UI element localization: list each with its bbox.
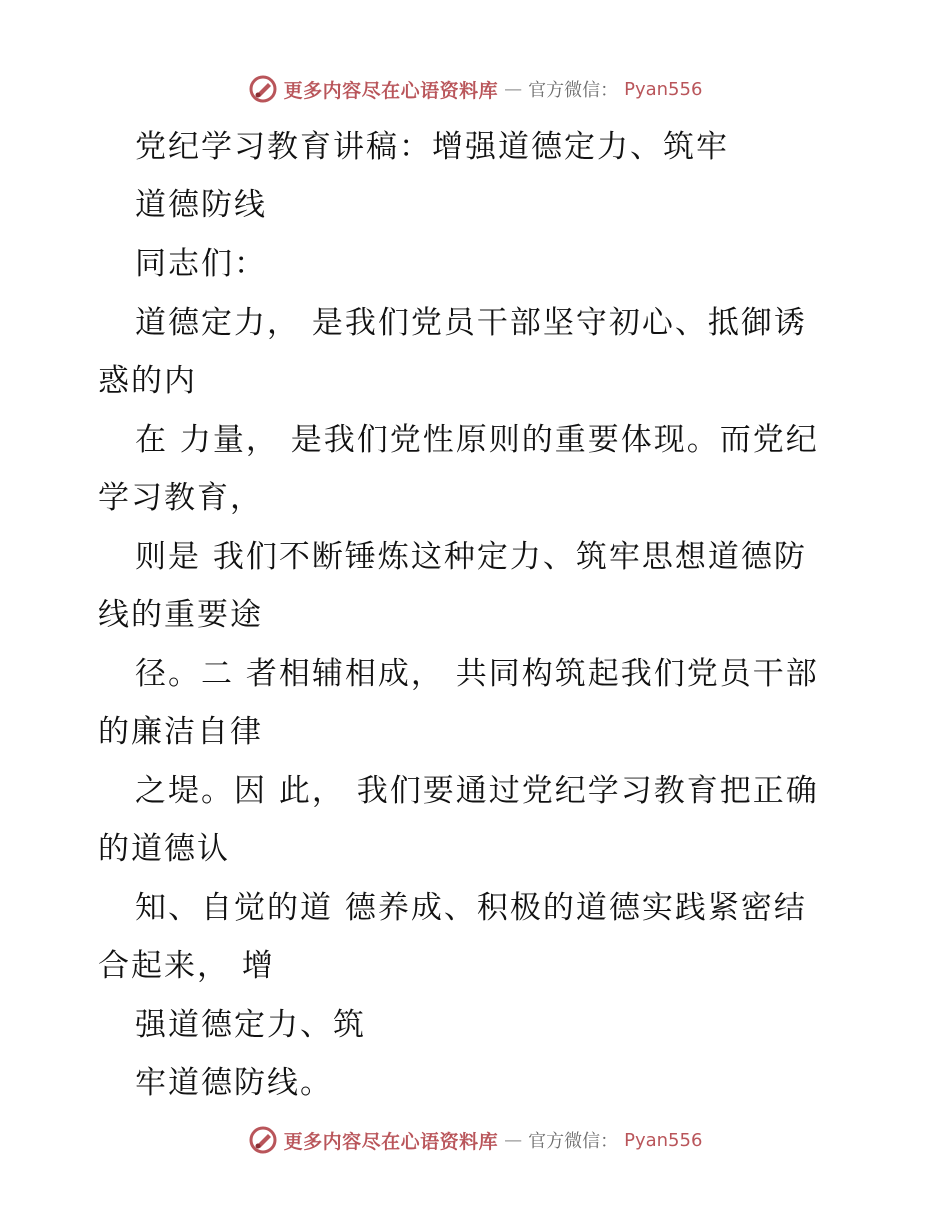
watermark-separator: — [504, 78, 523, 100]
salutation: 同志们： [135, 246, 267, 282]
watermark-text: 更多内容尽在心语资料库 [283, 1130, 499, 1153]
paragraph-line: 牢道德防线。 [135, 1065, 333, 1101]
footer-watermark [0, 1123, 950, 1157]
paragraph-line: 惑的内 [98, 363, 197, 399]
header-watermark [0, 72, 950, 106]
paragraph-line: 则是 我们不断锤炼这种定力、筑牢思想道德防 [135, 539, 807, 575]
paragraph-line: 合起来， 增 [98, 948, 275, 984]
paragraph-line: 在 力量， 是我们党性原则的重要体现。而党纪 [135, 422, 819, 458]
paragraph-line: 的道德认 [98, 831, 230, 867]
watermark-wechat-label: 官方微信： [528, 80, 619, 101]
paragraph-line: 之堤。因 此， 我们要通过党纪学习教育把正确 [135, 773, 819, 809]
watermark-separator: — [504, 1129, 523, 1151]
paragraph-line: 强道德定力、筑 [135, 1007, 366, 1043]
stamp-logo-icon [248, 1125, 278, 1155]
doc-title-line-2: 道德防线 [135, 187, 267, 223]
watermark-wechat-label: 官方微信： [528, 1131, 619, 1152]
stamp-logo-icon [248, 74, 278, 104]
paragraph-line: 的廉洁自律 [98, 714, 263, 750]
paragraph-line: 线的重要途 [98, 597, 263, 633]
paragraph-line: 学习教育， [98, 480, 263, 516]
paragraph-line: 径。二 者相辅相成， 共同构筑起我们党员干部 [135, 656, 819, 692]
paragraph-line: 知、自觉的道 德养成、积极的道德实践紧密结 [135, 890, 807, 926]
watermark-wechat-id: Pyan556 [624, 78, 703, 100]
watermark-wechat-id: Pyan556 [624, 1129, 703, 1151]
watermark-text: 更多内容尽在心语资料库 [283, 79, 499, 102]
paragraph-line: 道德定力， 是我们党员干部坚守初心、抵御诱 [135, 305, 807, 341]
doc-title-line-1: 党纪学习教育讲稿：增强道德定力、筑牢 [135, 129, 729, 165]
